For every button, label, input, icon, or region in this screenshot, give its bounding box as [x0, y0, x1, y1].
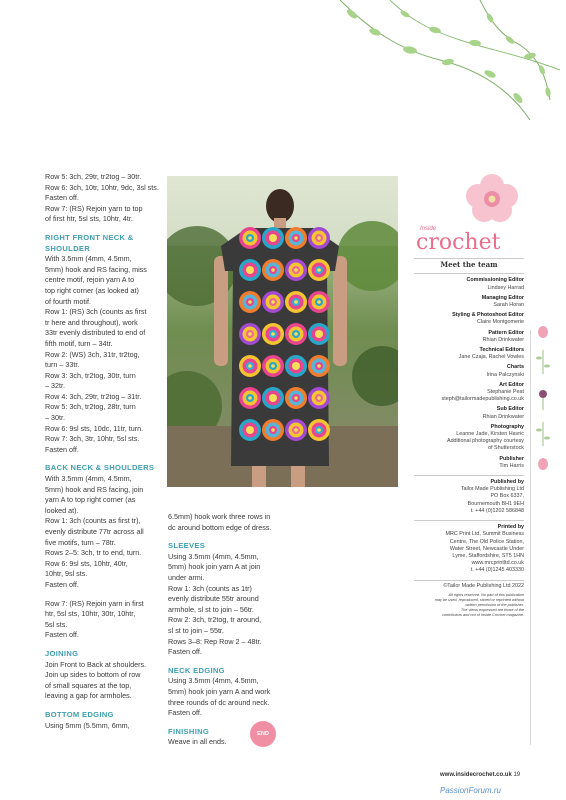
- team-role: Charts: [506, 364, 524, 371]
- floral-icons: [533, 322, 553, 472]
- motif-ring: [317, 364, 321, 368]
- team-names: Irina Palczynski: [486, 371, 524, 378]
- logo-small: Inside: [420, 226, 437, 232]
- team-names: Tim Harris: [499, 462, 524, 469]
- motif-ring: [317, 300, 321, 304]
- motif-ring: [271, 300, 275, 304]
- motif-ring: [294, 396, 298, 400]
- team-names: Stephanie Peat steph@tailormadepublishing.co.uk: [441, 389, 524, 403]
- col1-bottom-edging-text: Using 5mm (5.5mm, 6mm,: [45, 720, 130, 730]
- team-names: Rhian Drinkwater: [482, 413, 524, 420]
- team-role: Pattern Editor: [488, 329, 524, 336]
- motif-ring: [271, 268, 275, 272]
- motif-ring: [294, 236, 298, 240]
- motif-ring: [271, 332, 275, 336]
- watermark: PassionForum.ru: [440, 786, 501, 795]
- heading-right-front-neck: RIGHT FRONT NECK & SHOULDER: [45, 232, 134, 253]
- team-names: Leanne Jade, Kirsten Havric Additional photography courtesy of Shutterstock: [446, 431, 524, 452]
- team-role: Technical Editors: [479, 347, 524, 354]
- motif-ring: [294, 300, 298, 304]
- heading-finishing: FINISHING: [168, 726, 210, 736]
- flower-logo-icon: [460, 170, 524, 226]
- end-badge: END: [250, 721, 276, 747]
- vine-decoration: [330, 0, 566, 120]
- motif-ring: [248, 268, 252, 272]
- motif-ring: [248, 396, 252, 400]
- motif-ring: [248, 364, 252, 368]
- col2-bottom-edging-cont: 6.5mm) hook work three rows in dc around bottom edge of dress.: [168, 512, 272, 532]
- heading-neck-edging: NECK EDGING: [168, 665, 225, 675]
- heading-back-neck: BACK NECK & SHOULDERS: [45, 463, 155, 473]
- page-footer: [440, 772, 520, 778]
- motif-ring: [271, 236, 275, 240]
- published-by-text: Tailor Made Publishing Ltd PO Box 6337, Bournemouth BH1 9EH t. +44 (0)1202 586848: [460, 486, 524, 514]
- team-names: Jane Czaja, Rachel Vowles: [458, 354, 524, 361]
- heading-bottom-edging: BOTTOM EDGING: [45, 709, 114, 719]
- motif-ring: [248, 428, 252, 432]
- team-role: Sub Editor: [496, 406, 524, 413]
- team-role: Commissioning Editor: [466, 277, 524, 284]
- col1-joining-text: Join Front to Back at shoulders. Join up sides to bottom of row of small squares at the top, leaving a gap for armholes.: [45, 659, 147, 701]
- printed-by-label: Printed by: [497, 524, 524, 531]
- rights-text: All rights reserved. No part of this publication may be used, reproduced, stored or reprinted without written permission of the publisher. The views expressed are those of the contributors and not of Inside Crochet magazine.: [434, 592, 524, 617]
- col1-back-neck-text: With 3.5mm (4mm, 4.5mm, 5mm) hook and RS facing, join yarn A to top right corner (as looked at). Row 1: 3ch (counts as first tr), evenly distribute 77tr across all five motifs, turn – 78tr. Rows 2–5: 3ch, tr to end, turn. Row 6: 9sl sts, 10htr, 40tr, 10htr, 9sl sts. Fasten off.: [45, 474, 144, 589]
- masthead-sidebar: [414, 170, 524, 618]
- team-role: Managing Editor: [481, 294, 524, 301]
- team-names: Claire Montgomerie: [476, 319, 524, 326]
- motif-ring: [317, 428, 321, 432]
- team-role: Publisher: [499, 455, 524, 462]
- team-names: Sarah Horan: [493, 302, 524, 309]
- motif-ring: [317, 236, 321, 240]
- motif-ring: [271, 428, 275, 432]
- motif-ring: [248, 236, 252, 240]
- col2-finishing-text: Weave in all ends.: [168, 737, 227, 747]
- col2-sleeves-text: Using 3.5mm (4mm, 4.5mm, 5mm) hook join yarn A at join under armi. Row 1: 3ch (counts as 1tr) evenly distribute 55tr around armhole, sl st to join – 56tr. Row 2: 3ch, tr2tog, tr around, sl st to join – 55tr. Rows 3–8: Rep Row 2 – 48tr. Fasten off.: [168, 551, 262, 657]
- pattern-column-left: [45, 172, 163, 731]
- dress-photo: [167, 176, 398, 487]
- team-role: Art Editor: [499, 381, 524, 388]
- team-names: Rhian Drinkwater: [482, 336, 524, 343]
- motif-ring: [294, 268, 298, 272]
- col2-neck-text: Using 3.5mm (4mm, 4.5mm, 5mm) hook join yarn A and work three rounds of dc around neck. Fasten off.: [168, 676, 271, 718]
- motif-ring: [317, 332, 321, 336]
- team-role: Styling & Photoshoot Editor: [452, 312, 524, 319]
- motif-ring: [271, 396, 275, 400]
- copyright-text: ©Tailor Made Publishing Ltd 2022: [443, 582, 524, 589]
- col1-row-7-text: Row 7: (RS) Rejoin yarn in first htr, 5sl sts, 10htr, 30tr, 10htr, 5sl sts. Fasten off.: [45, 598, 144, 640]
- pattern-column-middle: [168, 512, 298, 748]
- footer-site: www.insidecrochet.co.uk: [440, 772, 512, 778]
- motif-ring: [317, 396, 321, 400]
- sidebar-divider: [530, 330, 531, 745]
- heading-sleeves: SLEEVES: [168, 541, 206, 551]
- meet-the-team-title: Meet the team: [440, 260, 498, 270]
- published-by-label: Published by: [490, 479, 524, 486]
- team-list: [414, 277, 524, 476]
- motif-ring: [294, 428, 298, 432]
- col1-rows-5-7: Row 5: 3ch, 29tr, tr2tog – 30tr. Row 6: 3ch, 10tr, 10htr, 9dc, 3sl sts. Fasten off. Row 7: (RS) Rejoin yarn to top of first htr, 5sl sts, 10htr, 4tr.: [45, 172, 159, 224]
- logo-crochet: crochet: [416, 230, 501, 256]
- motif-ring: [294, 332, 298, 336]
- printed-by-text: MRC Print Ltd, Summit Business Centre, The Old Police Station, Water Street, Newcastle Under Lyme, Staffordshire, ST5 1HN www.mrcprintltd.co.uk t. +44 (0)1245 403330: [445, 531, 524, 574]
- team-names: Lindsey Harrad: [487, 284, 524, 291]
- motif-ring: [271, 364, 275, 368]
- heading-joining: JOINING: [45, 648, 79, 658]
- col1-right-front-text: With 3.5mm (4mm, 4.5mm, 5mm) hook and RS facing, miss centre motif, rejoin yarn A to top right corner (as looked at) of fourth motif. Row 1: (RS) 3ch (counts as first tr here and throughout), work 33tr evenly distributed to end of fifth motif, turn – 34tr. Row 2: (WS) 3ch, 31tr, tr2tog, turn – 33tr. Row 3: 3ch, tr2tog, 30tr, turn – 32tr. Row 4: 3ch, 29tr, tr2tog – 31tr. Row 5: 3ch, tr2tog, 28tr, turn – 30tr. Row 6: 9sl sts, 10dc, 11tr, turn. Row 7: 3ch, 3tr, 10htr, 5sl sts. Fasten off.: [45, 254, 147, 454]
- footer-page-number: 19: [513, 772, 521, 778]
- motif-ring: [317, 268, 321, 272]
- team-role: Photography: [490, 423, 524, 430]
- motif-ring: [248, 332, 252, 336]
- motif-ring: [294, 364, 298, 368]
- motif-ring: [248, 300, 252, 304]
